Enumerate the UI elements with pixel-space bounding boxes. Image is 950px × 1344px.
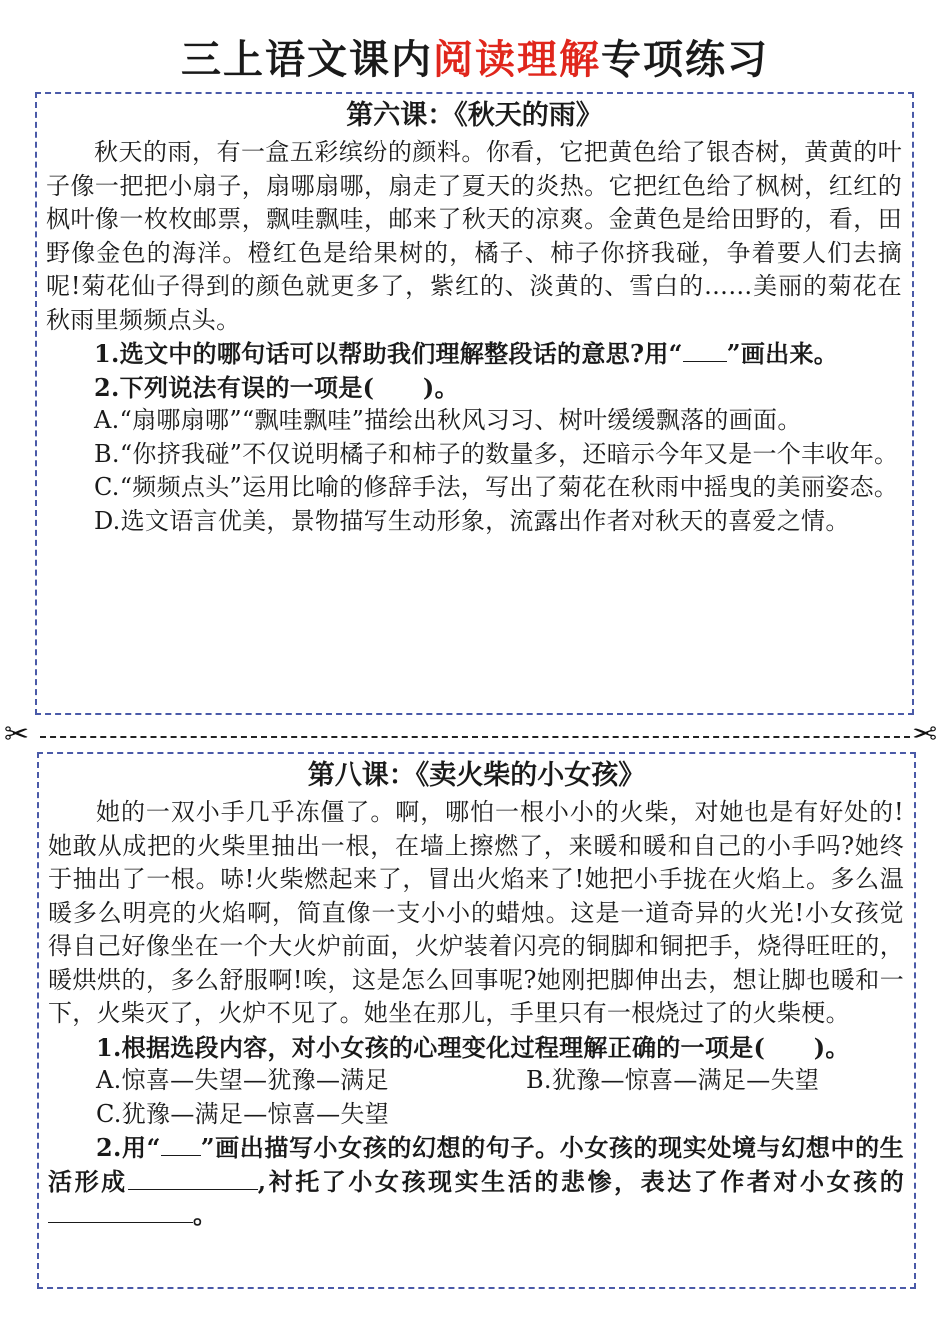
lesson6-option-b: B.“你挤我碰”不仅说明橘子和柿子的数量多，还暗示今年又是一个丰收年。 bbox=[94, 439, 899, 468]
lesson8-q2-text-b: ”画出描写小女孩的幻想的句子。小女孩的现实处境与幻想中的生活形成 bbox=[48, 1133, 904, 1196]
cut-line bbox=[40, 736, 910, 738]
scissors-icon: ✂ bbox=[912, 717, 938, 752]
answer-blank[interactable] bbox=[161, 1136, 201, 1156]
lesson6-section bbox=[35, 92, 914, 715]
answer-blank[interactable] bbox=[683, 342, 727, 362]
lesson8-body bbox=[48, 796, 904, 1232]
title-highlight: 阅读理解 bbox=[433, 37, 601, 83]
scissors-icon: ✂ bbox=[4, 717, 30, 752]
lesson8-options-row bbox=[48, 1064, 904, 1098]
title-suffix: 专项练习 bbox=[601, 37, 769, 83]
lesson6-option-d: D.选文语言优美，景物描写生动形象，流露出作者对秋天的喜爱之情。 bbox=[94, 506, 850, 535]
answer-blank[interactable] bbox=[128, 1169, 258, 1189]
lesson8-option-c: C.犹豫—满足—惊喜—失望 bbox=[96, 1099, 390, 1128]
lesson8-question-2 bbox=[48, 1131, 904, 1232]
lesson6-question-2: 2.下列说法有误的一项是( )。 bbox=[94, 372, 459, 402]
lesson8-option-b: B.犹豫—惊喜—满足—失望 bbox=[526, 1066, 820, 1094]
lesson8-q2-text-a: 2.用“ bbox=[96, 1133, 161, 1162]
lesson8-passage: 她的一双小手几乎冻僵了。啊，哪怕一根小小的火柴，对她也是有好处的!她敢从成把的火柴里抽出一根，在墙上擦燃了，来暖和暖和自己的小手吗?她终于抽出了一根。哧!火柴燃起来了，冒出火焰来了!她把小手拢在火焰上。多么温暖多么明亮的火焰啊，简直像一支小小的蜡烛。这是一道奇异的火光!小女孩觉得自己好像坐在一个大火炉前面，火炉装着闪亮的铜脚和铜把手，烧得旺旺的，暖烘烘的，多么舒服啊!唉，这是怎么回事呢?她刚把脚伸出去，想让脚也暖和一下，火柴灭了，火炉不见了。她坐在那儿，手里只有一根烧过了的火柴梗。 bbox=[48, 798, 904, 1027]
lesson6-title: 第六课：《秋天的雨》 bbox=[346, 100, 603, 131]
lesson6-option-c: C.“频频点头”运用比喻的修辞手法，写出了菊花在秋雨中摇曳的美丽姿态。 bbox=[94, 473, 899, 501]
lesson6-question-1 bbox=[46, 337, 902, 371]
answer-blank[interactable] bbox=[48, 1203, 193, 1223]
title-prefix: 三上语文课内 bbox=[181, 37, 433, 83]
lesson8-q2-text-d: 。 bbox=[193, 1200, 218, 1229]
lesson8-section bbox=[37, 752, 916, 1289]
lesson6-q1-text-a: 1.选文中的哪句话可以帮助我们理解整段话的意思?用“ bbox=[94, 339, 683, 368]
lesson6-option-a: A.“扇哪扇哪”“飘哇飘哇”描绘出秋风习习、树叶缓缓飘落的画面。 bbox=[94, 406, 802, 434]
page-title bbox=[0, 34, 950, 86]
lesson8-title: 第八课：《卖火柴的小女孩》 bbox=[307, 760, 646, 791]
lesson8-question-1: 1.根据选段内容，对小女孩的心理变化过程理解正确的一项是( )。 bbox=[96, 1032, 850, 1062]
lesson6-passage: 秋天的雨，有一盒五彩缤纷的颜料。你看，它把黄色给了银杏树，黄黄的叶子像一把把小扇子，扇哪扇哪，扇走了夏天的炎热。它把红色给了枫树，红红的枫叶像一枚枚邮票，飘哇飘哇，邮来了秋天的凉爽。金黄色是给田野的，看，田野像金色的海洋。橙红色是给果树的，橘子、柿子你挤我碰，争着要人们去摘呢!菊花仙子得到的颜色就更多了，紫红的、淡黄的、雪白的……美丽的菊花在秋雨里频频点头。 bbox=[46, 138, 902, 334]
lesson8-option-a: A.惊喜—失望—犹豫—满足 bbox=[96, 1066, 389, 1094]
lesson6-q1-text-b: ”画出来。 bbox=[726, 339, 839, 368]
lesson8-options-row-2 bbox=[48, 1098, 904, 1132]
lesson8-q2-text-c: ,衬托了小女孩现实生活的悲惨，表达了作者对小女孩的 bbox=[257, 1166, 905, 1196]
lesson6-body bbox=[46, 136, 902, 538]
